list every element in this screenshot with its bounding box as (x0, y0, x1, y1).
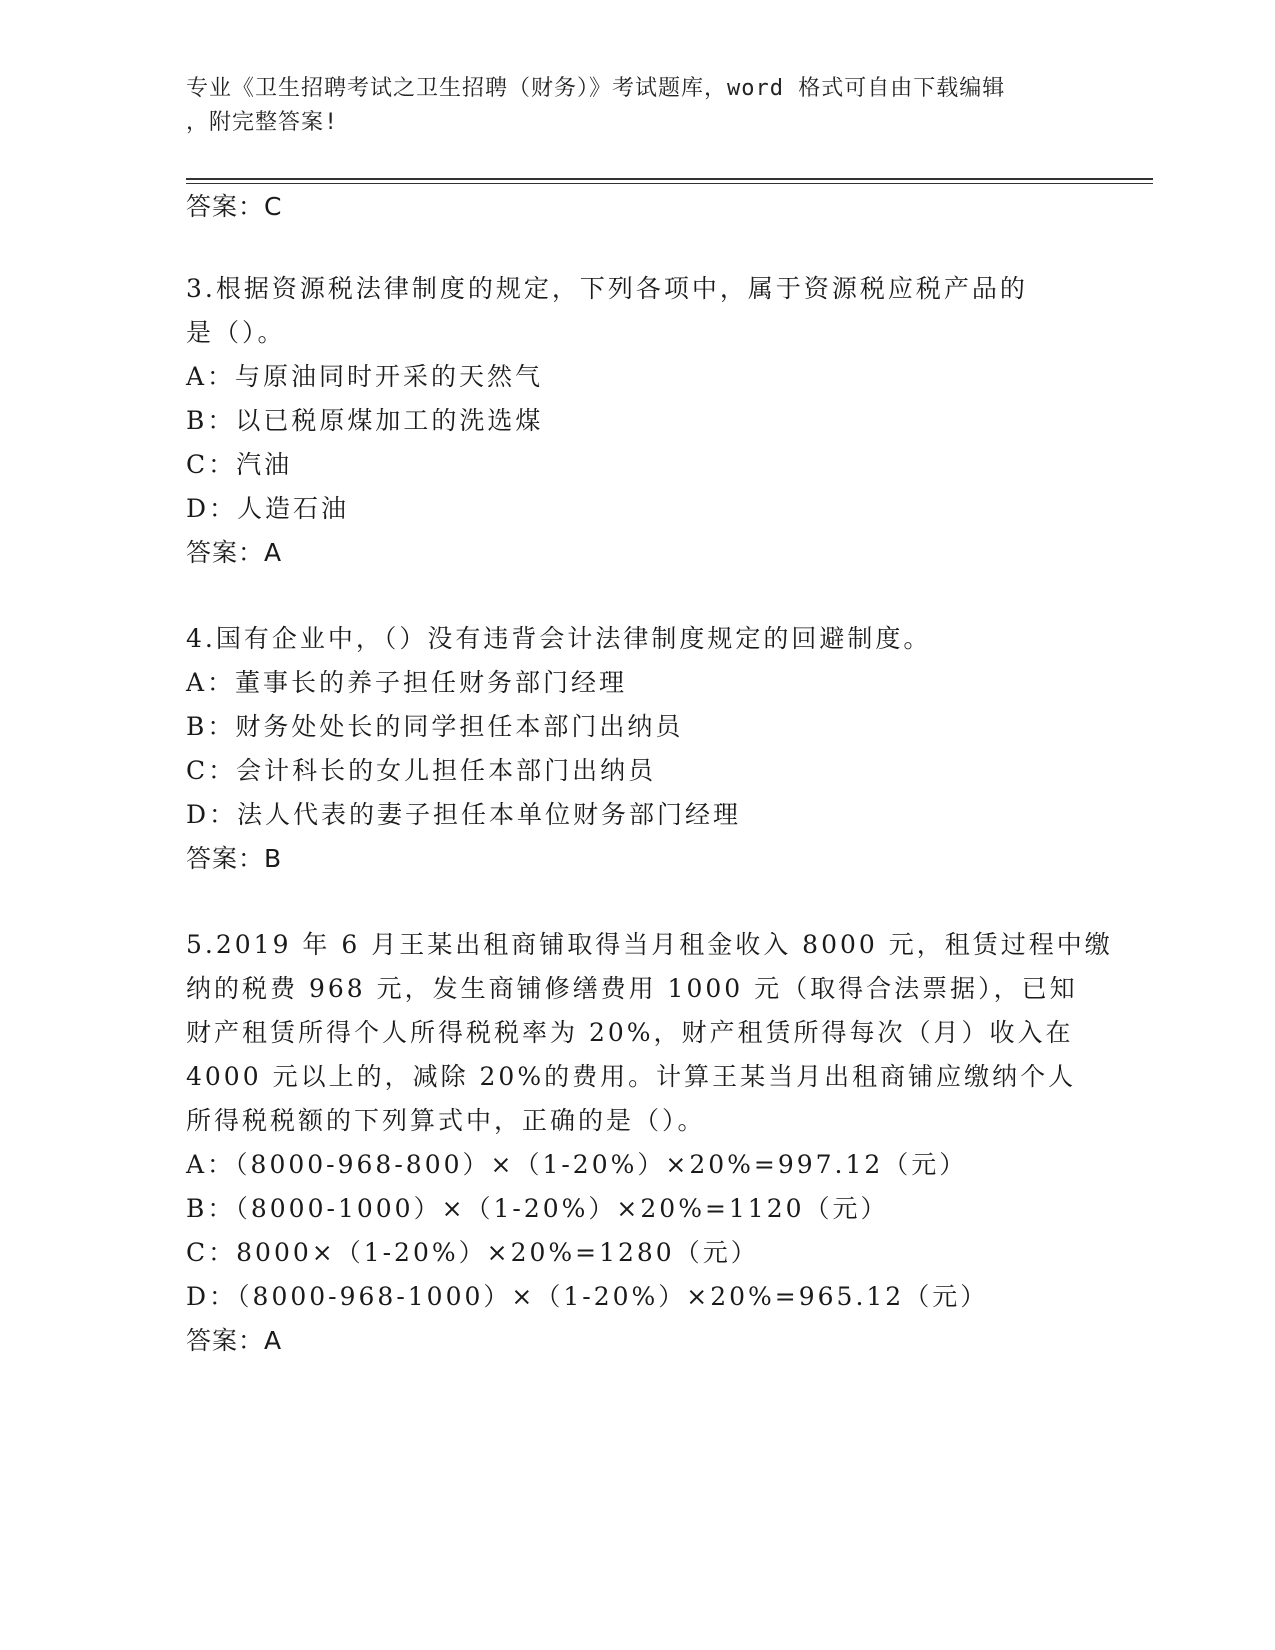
q3-option-a: A：与原油同时开采的天然气 (186, 362, 544, 391)
header-line-1: 专业《卫生招聘考试之卫生招聘（财务）》考试题库，word 格式可自由下载编辑 (186, 76, 1006, 101)
q4-answer: 答案：B (186, 844, 283, 873)
q5-stem-line-2: 纳的税费 968 元，发生商铺修缮费用 1000 元（取得合法票据），已知 (186, 974, 1078, 1003)
q5-stem-line-3: 财产租赁所得个人所得税税率为 20%，财产租赁所得每次（月）收入在 (186, 1018, 1074, 1047)
q3-option-c: C：汽油 (186, 450, 293, 479)
q5-option-c: C：8000×（1-20%）×20%=1280（元） (186, 1238, 759, 1267)
header-rule-thin (186, 183, 1153, 184)
q5-stem-line-5: 所得税税额的下列算式中，正确的是（）。 (186, 1106, 706, 1135)
q4-option-c: C：会计科长的女儿担任本部门出纳员 (186, 756, 657, 785)
q3-option-b: B：以已税原煤加工的洗选煤 (186, 406, 544, 435)
q4-option-a: A：董事长的养子担任财务部门经理 (186, 668, 628, 697)
q5-option-a: A：（8000-968-800）×（1-20%）×20%=997.12（元） (186, 1150, 968, 1179)
q3-stem-line-1: 3.根据资源税法律制度的规定，下列各项中，属于资源税应税产品的 (186, 274, 1028, 303)
q4-option-d: D：法人代表的妻子担任本单位财务部门经理 (186, 800, 742, 829)
q3-answer: 答案：A (186, 538, 283, 567)
q3-option-d: D：人造石油 (186, 494, 350, 523)
q5-stem-line-1: 5.2019 年 6 月王某出租商铺取得当月租金收入 8000 元，租赁过程中缴 (186, 930, 1113, 959)
header-rule-thick (186, 178, 1153, 180)
q5-stem-line-4: 4000 元以上的，减除 20%的费用。计算王某当月出租商铺应缴纳个人 (186, 1062, 1077, 1091)
q5-answer: 答案：A (186, 1326, 283, 1355)
answer-previous: 答案：C (186, 192, 283, 221)
document-header (186, 72, 1066, 140)
q5-option-b: B：（8000-1000）×（1-20%）×20%=1120（元） (186, 1194, 889, 1223)
q4-option-b: B：财务处处长的同学担任本部门出纳员 (186, 712, 684, 741)
header-line-2: ，附完整答案! (186, 110, 339, 135)
q4-stem-line-1: 4.国有企业中，（）没有违背会计法律制度规定的回避制度。 (186, 624, 932, 653)
q5-option-d: D：（8000-968-1000）×（1-20%）×20%=965.12（元） (186, 1282, 989, 1311)
q3-stem-line-2: 是（）。 (186, 318, 286, 347)
